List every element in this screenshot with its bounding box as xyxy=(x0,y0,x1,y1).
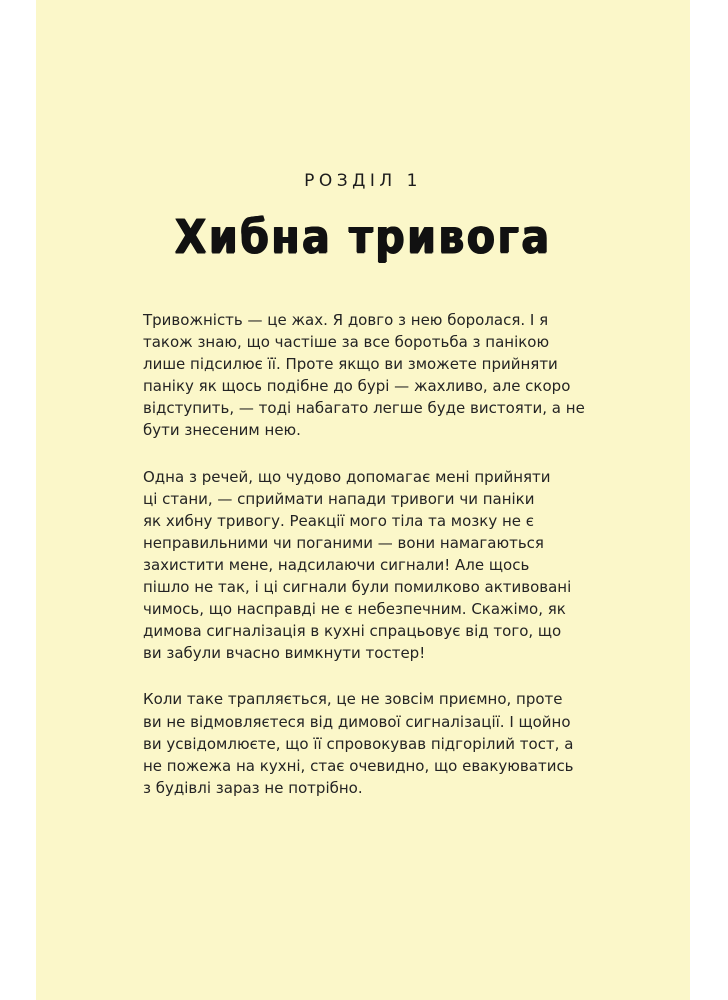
text-line: як хибну тривогу. Реакції мого тіла та мозку не є xyxy=(143,511,535,530)
paragraph xyxy=(143,688,607,798)
paragraph xyxy=(143,466,607,665)
text-line: паніку як щось подібне до бурі — жахливо, але скоро xyxy=(143,377,571,396)
text-line: лише підсилює її. Проте якщо ви зможете прийняти xyxy=(143,355,558,374)
text-line: ви усвідомлюєте, що її спровокував підгорілий тост, а xyxy=(143,734,574,753)
text-line: пішло не так, і ці сигнали були помилково активовані xyxy=(143,578,572,597)
text-line: також знаю, що частіше за все боротьба з панікою xyxy=(143,333,550,352)
text-line: димова сигналізація в кухні спрацьовує від того, що xyxy=(143,622,562,641)
text-line: чимось, що насправді не є небезпечним. Скажімо, як xyxy=(143,600,566,619)
text-line: ви не відмовляєтеся від димової сигналізації. І щойно xyxy=(143,712,571,731)
paragraph xyxy=(143,309,607,442)
text-line: Одна з речей, що чудово допомагає мені прийняти xyxy=(143,467,551,486)
text-line: з будівлі зараз не потрібно. xyxy=(143,778,363,797)
text-line: не пожежа на кухні, стає очевидно, що евакуюватись xyxy=(143,756,574,775)
text-line: Коли таке трапляється, це не зовсім приємно, проте xyxy=(143,690,563,709)
text-line: ви забули вчасно вимкнути тостер! xyxy=(143,644,426,663)
text-line: ці стани, — сприймати напади тривоги чи паніки xyxy=(143,489,535,508)
text-line: Тривожність — це жах. Я довго з нею боролася. І я xyxy=(143,311,549,329)
text-line: відступить, — тоді набагато легше буде вистояти, а не xyxy=(143,399,585,418)
chapter-label: РОЗДІЛ 1 xyxy=(304,171,422,191)
chapter-title: Хибна тривога xyxy=(174,210,552,264)
book-page xyxy=(36,0,690,1000)
text-line: неправильними чи поганими — вони намагаються xyxy=(143,533,544,552)
body-text xyxy=(143,309,607,823)
text-line: бути знесеним нею. xyxy=(143,421,301,440)
text-line: захистити мене, надсилаючи сигнали! Але щось xyxy=(143,555,530,574)
